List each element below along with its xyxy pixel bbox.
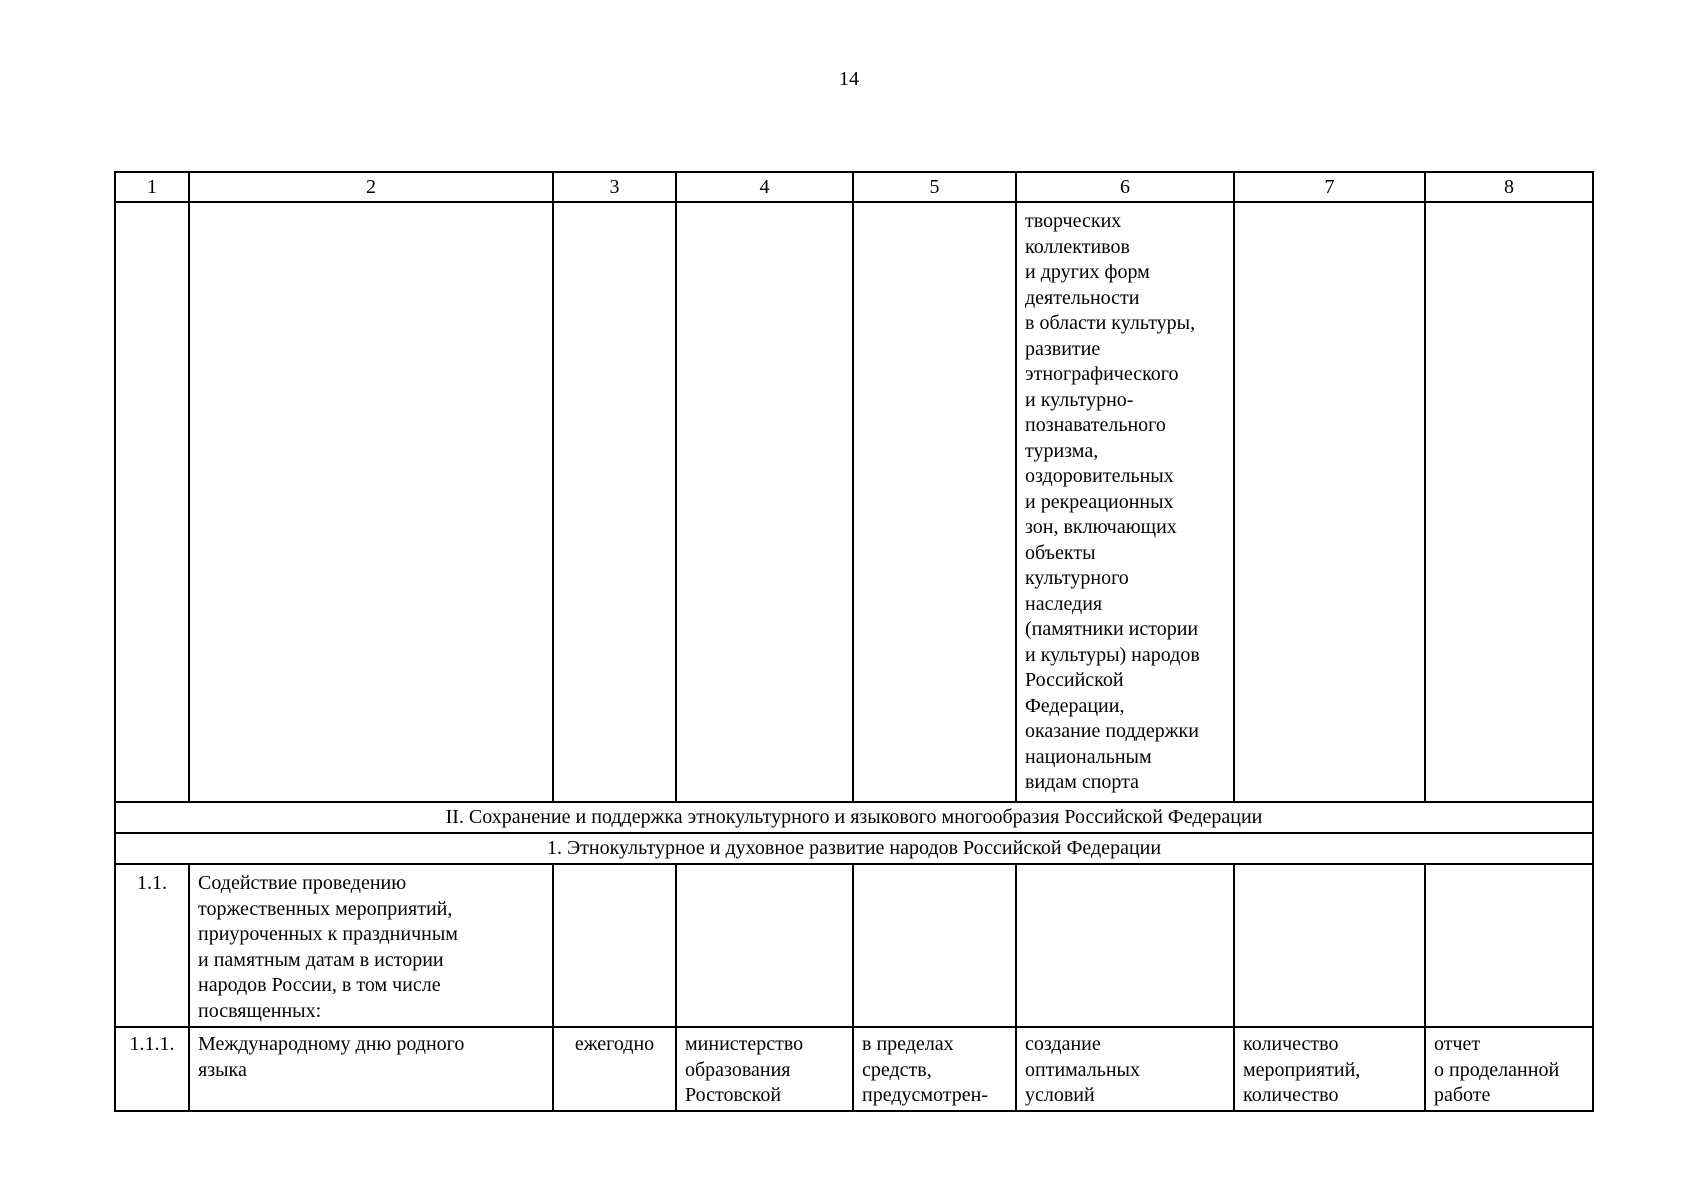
text-line: работе bbox=[1434, 1084, 1491, 1106]
text-line: предусмотрен- bbox=[862, 1084, 988, 1106]
empty-cell bbox=[115, 202, 189, 802]
text-line: и рекреационных bbox=[1025, 490, 1174, 513]
item-period: ежегодно bbox=[553, 1027, 676, 1111]
text-line: и культурно- bbox=[1025, 388, 1134, 411]
text-line: Ростовской bbox=[685, 1084, 782, 1106]
text-line: наследия bbox=[1025, 592, 1103, 615]
text-line: количество bbox=[1243, 1084, 1339, 1106]
empty-cell bbox=[1234, 864, 1425, 1027]
item-executor bbox=[676, 1027, 853, 1111]
text-line: средств, bbox=[862, 1058, 932, 1081]
expected-result-cell bbox=[1016, 202, 1234, 802]
empty-cell bbox=[553, 864, 676, 1027]
text-line: посвященных: bbox=[198, 999, 322, 1022]
text-line: оказание поддержки bbox=[1025, 720, 1199, 742]
empty-cell bbox=[553, 202, 676, 802]
text-line: создание bbox=[1025, 1033, 1101, 1055]
section-heading: II. Сохранение и поддержка этнокультурного и языкового многообразия Российской Федерации bbox=[115, 802, 1593, 833]
text-line: этнографического bbox=[1025, 363, 1179, 385]
text-line: и других форм bbox=[1025, 261, 1150, 283]
empty-cell bbox=[853, 864, 1016, 1027]
text-line: условий bbox=[1025, 1084, 1095, 1106]
text-line: познавательного bbox=[1025, 414, 1166, 436]
text-line: министерство bbox=[685, 1033, 804, 1055]
empty-cell bbox=[1234, 202, 1425, 802]
text-line: национальным bbox=[1025, 745, 1152, 768]
table-row bbox=[115, 1027, 1593, 1111]
item-title bbox=[189, 864, 553, 1027]
empty-cell bbox=[676, 864, 853, 1027]
text-line: о проделанной bbox=[1434, 1058, 1560, 1081]
text-line: Российской bbox=[1025, 669, 1124, 691]
item-result bbox=[1016, 1027, 1234, 1111]
empty-cell bbox=[189, 202, 553, 802]
subsection-heading: 1. Этнокультурное и духовное развитие народов Российской Федерации bbox=[115, 833, 1593, 864]
text-line: деятельности bbox=[1025, 286, 1140, 309]
text-line: и памятным датам в истории bbox=[198, 948, 444, 971]
text-line: народов России, в том числе bbox=[198, 974, 441, 996]
text-line: Федерации, bbox=[1025, 694, 1125, 717]
column-number-cell: 1 bbox=[115, 172, 189, 202]
text-line: образования bbox=[685, 1058, 791, 1081]
column-number-cell: 2 bbox=[189, 172, 553, 202]
subsection-heading-row bbox=[115, 833, 1593, 864]
column-number-cell: 7 bbox=[1234, 172, 1425, 202]
column-number-cell: 5 bbox=[853, 172, 1016, 202]
empty-cell bbox=[1425, 864, 1593, 1027]
empty-cell bbox=[1016, 864, 1234, 1027]
text-line: в области культуры, bbox=[1025, 312, 1196, 334]
text-line: видам спорта bbox=[1025, 771, 1140, 793]
text-line: Содействие проведению bbox=[198, 872, 407, 894]
item-number: 1.1. bbox=[115, 864, 189, 1027]
empty-cell bbox=[853, 202, 1016, 802]
text-line: и культуры) народов bbox=[1025, 643, 1200, 666]
text-line: приуроченных к праздничным bbox=[198, 923, 458, 945]
column-number-cell: 8 bbox=[1425, 172, 1593, 202]
table-row bbox=[115, 864, 1593, 1027]
page-number: 14 bbox=[839, 68, 859, 90]
text-line: мероприятий, bbox=[1243, 1058, 1361, 1081]
section-heading-row bbox=[115, 802, 1593, 833]
text-line: (памятники истории bbox=[1025, 618, 1199, 640]
item-title bbox=[189, 1027, 553, 1111]
text-line: зон, включающих bbox=[1025, 516, 1177, 538]
empty-cell bbox=[1425, 202, 1593, 802]
text-line: объекты bbox=[1025, 541, 1096, 564]
text-line: языка bbox=[198, 1058, 247, 1081]
text-line: оздоровительных bbox=[1025, 465, 1174, 487]
action-plan-table bbox=[114, 171, 1594, 1112]
text-line: количество bbox=[1243, 1033, 1339, 1055]
text-line: культурного bbox=[1025, 567, 1129, 589]
text-line: в пределах bbox=[862, 1033, 954, 1055]
column-number-row bbox=[115, 172, 1593, 202]
text-line: туризма, bbox=[1025, 439, 1099, 462]
item-indicator bbox=[1234, 1027, 1425, 1111]
text-line: коллективов bbox=[1025, 235, 1130, 258]
text-line: развитие bbox=[1025, 337, 1101, 360]
empty-cell bbox=[676, 202, 853, 802]
column-number-cell: 6 bbox=[1016, 172, 1234, 202]
continuation-row bbox=[115, 202, 1593, 802]
text-line: торжественных мероприятий, bbox=[198, 897, 453, 920]
item-report bbox=[1425, 1027, 1593, 1111]
item-funding bbox=[853, 1027, 1016, 1111]
text-line: Международному дню родного bbox=[198, 1033, 465, 1055]
text-line: творческих bbox=[1025, 210, 1122, 232]
text-line: оптимальных bbox=[1025, 1058, 1140, 1081]
text-line: отчет bbox=[1434, 1033, 1481, 1055]
column-number-cell: 4 bbox=[676, 172, 853, 202]
item-number: 1.1.1. bbox=[115, 1027, 189, 1111]
column-number-cell: 3 bbox=[553, 172, 676, 202]
